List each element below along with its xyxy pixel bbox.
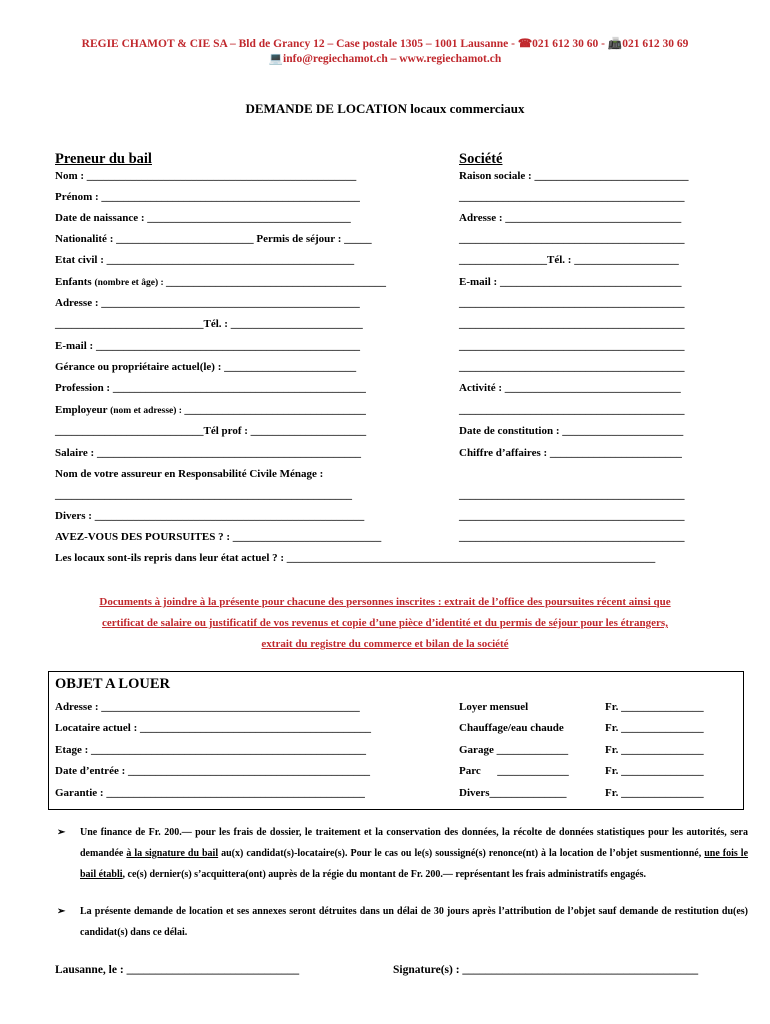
- finance-text-a: Une finance de Fr. 200.— pour les frais de dossier, le traitement et la conservation des données, la récolte de données statistiques pour les autorités, sera demandée: [80, 827, 748, 859]
- field-objet-adresse[interactable]: Adresse : _______________________________________________: [55, 701, 360, 713]
- field-societe-blank[interactable]: _________________________________________: [459, 489, 685, 501]
- field-etage[interactable]: Etage : __________________________________________________: [55, 744, 367, 756]
- field-fr-loyer[interactable]: Fr. _______________: [605, 701, 704, 713]
- field-raison-sociale[interactable]: Raison sociale : ____________________________: [459, 170, 689, 182]
- field-societe-blank[interactable]: _________________________________________: [459, 233, 685, 245]
- form-title: DEMANDE DE LOCATION locaux commerciaux: [245, 101, 525, 116]
- field-lieu-date[interactable]: Lausanne, le : ______________________________: [55, 964, 300, 976]
- field-prenom[interactable]: Prénom : _______________________________________________: [55, 191, 360, 203]
- field-nom[interactable]: Nom : _________________________________________________: [55, 170, 357, 182]
- finance-text-c: , ce(s) dernier(s) s’acquittera(ont) auprès de la régie du montant de Fr. 200.— représentant les frais administratifs engagés.: [122, 869, 647, 880]
- field-societe-email[interactable]: E-mail : _________________________________: [459, 276, 682, 288]
- bullet-arrow-icon: ➢: [57, 906, 66, 917]
- field-adresse-tel[interactable]: ___________________________Tél. : ________________________: [55, 318, 363, 330]
- field-fr-garage[interactable]: Fr. _______________: [605, 744, 704, 756]
- field-profession[interactable]: Profession : ______________________________________________: [55, 382, 366, 394]
- field-gerance[interactable]: Gérance ou propriétaire actuel(le) : ________________________: [55, 361, 357, 373]
- field-garantie[interactable]: Garantie : _______________________________________________: [55, 787, 365, 799]
- field-nationalite-permis[interactable]: Nationalité : _________________________ Permis de séjour : _____: [55, 233, 372, 245]
- field-societe-blank[interactable]: _________________________________________: [459, 340, 685, 352]
- employeur-line: _________________________________: [184, 404, 366, 416]
- field-enfants[interactable]: [55, 276, 386, 288]
- field-fr-chauffage[interactable]: Fr. _______________: [605, 722, 704, 734]
- field-societe-blank[interactable]: _________________________________________: [459, 361, 685, 373]
- field-fr-parc[interactable]: Fr. _______________: [605, 765, 704, 777]
- field-fr-divers[interactable]: Fr. _______________: [605, 787, 704, 799]
- field-date-entree[interactable]: Date d’entrée : ____________________________________________: [55, 765, 370, 777]
- enfants-hint: (nombre et âge) :: [94, 278, 167, 288]
- destruction-paragraph: La présente demande de location et ses annexes seront détruites dans un délai de 30 jours après l’attribution de l’objet sauf demande de restitution du(es) candidat(s) dans ce délai.: [80, 906, 748, 938]
- employeur-label: Employeur: [55, 404, 108, 416]
- field-locaux-etat[interactable]: Les locaux sont-ils repris dans leur état actuel ? : ___________________________________________________________________: [55, 552, 656, 564]
- finance-text-b: au(x) candidat(s)-locataire(s). Pour le cas ou le(s) soussigné(s) renonce(nt) à la location de l’objet susmentionné,: [218, 848, 705, 859]
- field-assureur[interactable]: ______________________________________________________: [55, 489, 352, 501]
- field-societe-blank[interactable]: _________________________________________: [459, 531, 685, 543]
- finance-underline-bail: une fois le bail établi: [80, 848, 749, 880]
- enfants-line: ________________________________________: [166, 276, 387, 288]
- label-loyer-mensuel: Loyer mensuel: [459, 701, 529, 713]
- field-divers-objet[interactable]: Divers______________: [459, 787, 567, 799]
- finance-paragraph: [80, 822, 748, 885]
- field-tel-prof[interactable]: ___________________________Tél prof : _____________________: [55, 425, 367, 437]
- label-chauffage: Chauffage/eau chaude: [459, 722, 564, 734]
- documents-notice-line3: extrait du registre du commerce et bilan de la société: [261, 638, 509, 650]
- field-societe-blank[interactable]: _________________________________________: [459, 404, 685, 416]
- field-employeur[interactable]: [55, 404, 366, 416]
- assureur-label: Nom de votre assureur en Responsabilité Civile Ménage :: [55, 468, 324, 480]
- field-poursuites[interactable]: AVEZ-VOUS DES POURSUITES ? : ___________________________: [55, 531, 382, 543]
- field-garage[interactable]: Garage _____________: [459, 744, 569, 756]
- field-societe-blank[interactable]: _________________________________________: [459, 297, 685, 309]
- section-heading-objet: OBJET A LOUER: [55, 676, 170, 692]
- enfants-label: Enfants: [55, 276, 92, 288]
- agency-header-line: REGIE CHAMOT & CIE SA – Bld de Grancy 12 – Case postale 1305 – 1001 Lausanne - ☎021 612 30 60 - 📠021 612 30 69: [81, 38, 689, 50]
- field-salaire[interactable]: Salaire : ________________________________________________: [55, 447, 361, 459]
- field-societe-blank[interactable]: _________________________________________: [459, 318, 685, 330]
- section-heading-preneur: Preneur du bail: [55, 151, 152, 167]
- finance-underline-signature: à la signature du bail: [126, 848, 219, 859]
- agency-contact-line: 💻info@regiechamot.ch – www.regiechamot.ch: [268, 53, 502, 65]
- documents-notice-line2: certificat de salaire ou justificatif de vos revenus et copie d’une pièce d’identité et du permis de séjour pour les étrangers,: [102, 617, 668, 629]
- field-societe-tel[interactable]: ________________Tél. : ___________________: [459, 254, 679, 266]
- field-locataire-actuel[interactable]: Locataire actuel : __________________________________________: [55, 722, 372, 734]
- documents-notice-line1: Documents à joindre à la présente pour chacune des personnes inscrites : extrait de l’office des poursuites récent ainsi que: [99, 596, 671, 608]
- field-divers[interactable]: Divers : _________________________________________________: [55, 510, 365, 522]
- field-date-constitution[interactable]: Date de constitution : ______________________: [459, 425, 684, 437]
- field-adresse[interactable]: Adresse : _______________________________________________: [55, 297, 360, 309]
- field-chiffre-affaires[interactable]: Chiffre d’affaires : ________________________: [459, 447, 682, 459]
- field-societe-blank[interactable]: _________________________________________: [459, 510, 685, 522]
- field-societe-adresse[interactable]: Adresse : ________________________________: [459, 212, 682, 224]
- employeur-hint: (nom et adresse) :: [110, 406, 185, 416]
- field-date-naissance[interactable]: Date de naissance : _____________________________________: [55, 212, 351, 224]
- bullet-arrow-icon: ➢: [57, 827, 66, 838]
- field-email[interactable]: E-mail : ________________________________________________: [55, 340, 360, 352]
- field-etat-civil[interactable]: Etat civil : _____________________________________________: [55, 254, 355, 266]
- field-parc[interactable]: Parc _____________: [459, 765, 569, 777]
- section-heading-societe: Société: [459, 151, 503, 167]
- field-signature[interactable]: Signature(s) : _________________________________________: [393, 964, 699, 976]
- field-societe-blank[interactable]: _________________________________________: [459, 191, 685, 203]
- field-activite[interactable]: Activité : ________________________________: [459, 382, 681, 394]
